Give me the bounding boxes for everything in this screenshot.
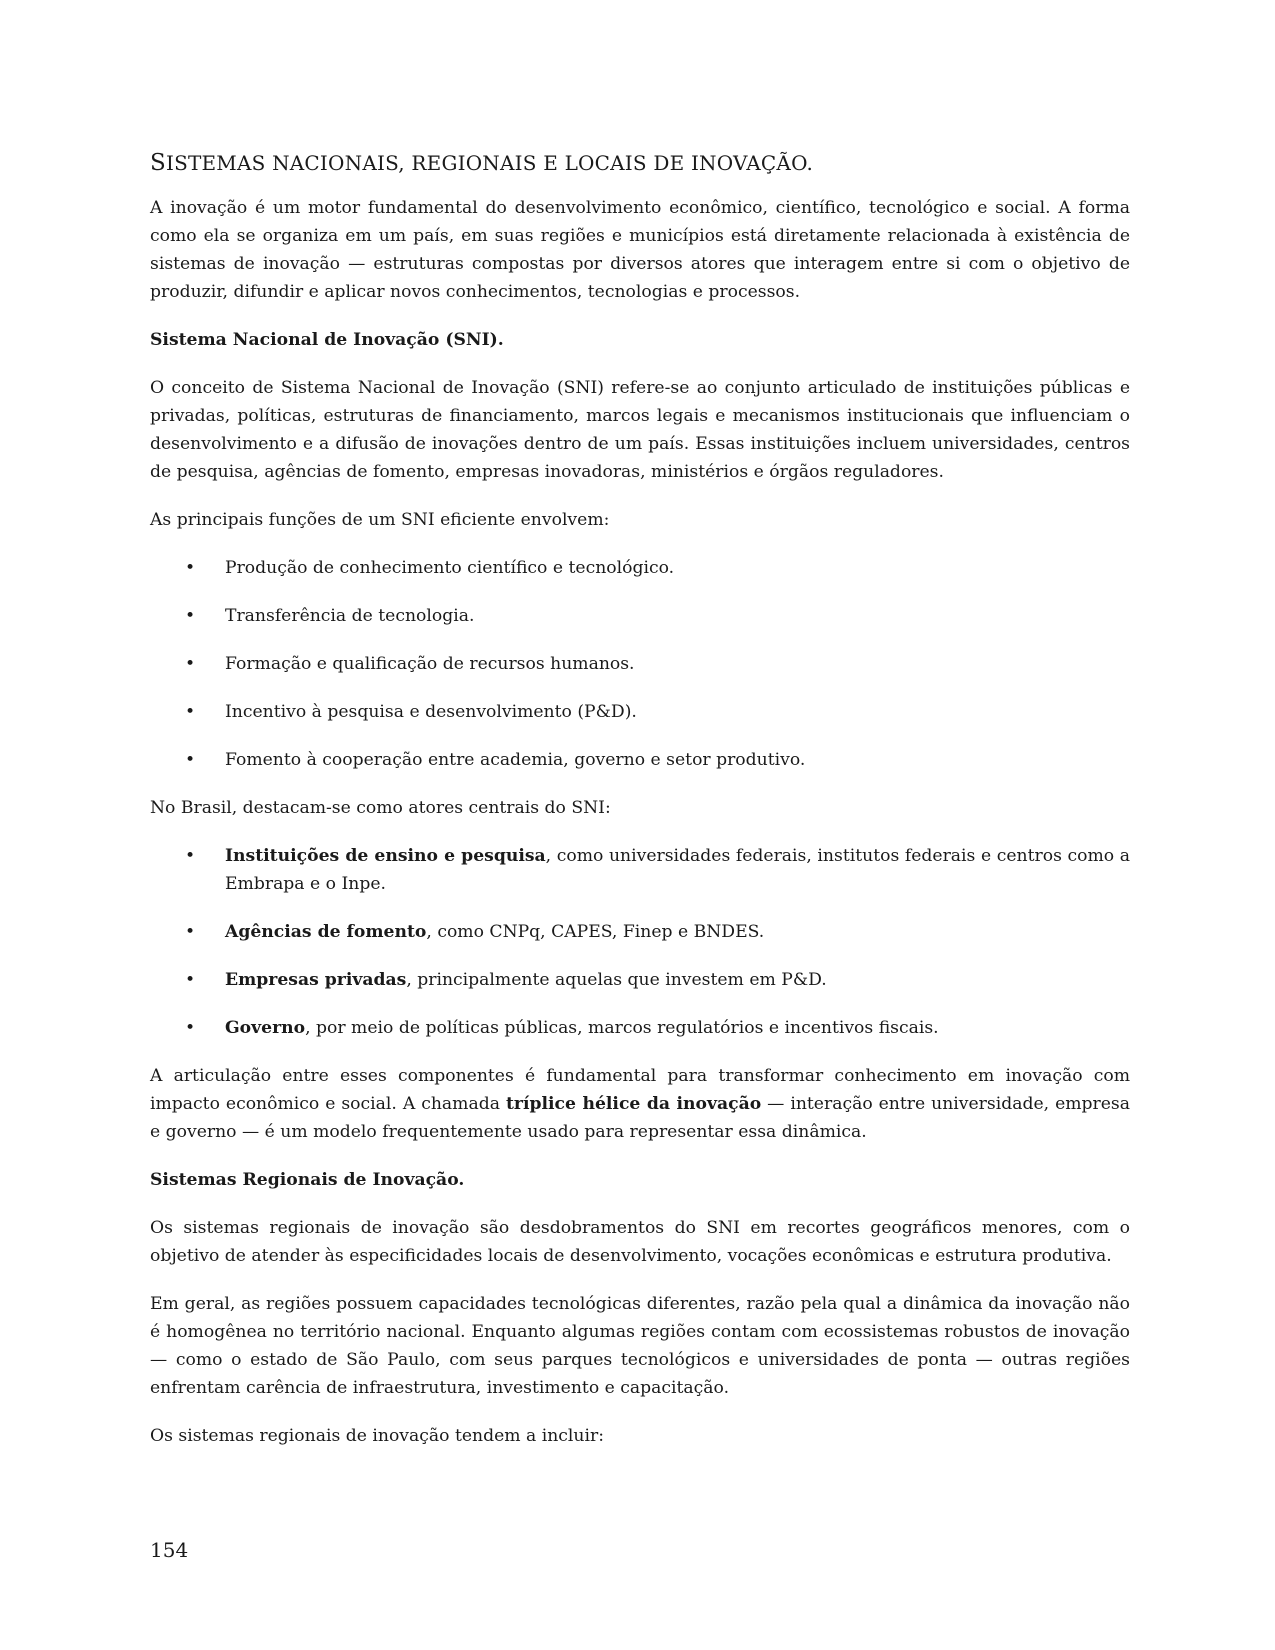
- list-item: • Transferência de tecnologia.: [150, 602, 1130, 630]
- bullet-icon: •: [185, 606, 196, 626]
- list-item: • Incentivo à pesquisa e desenvolvimento (P&D).: [150, 698, 1130, 726]
- list-item: • Instituições de ensino e pesquisa, como universidades federais, institutos federais e centros como a Embrapa e o Inpe.: [150, 842, 1130, 898]
- bullet-icon: •: [185, 1018, 196, 1038]
- title-initial: S: [150, 150, 166, 176]
- bullet-icon: •: [185, 846, 196, 866]
- list-item: • Fomento à cooperação entre academia, governo e setor produtivo.: [150, 746, 1130, 774]
- bullet-icon: •: [185, 750, 196, 770]
- regional-paragraph-3: Os sistemas regionais de inovação tendem a incluir:: [150, 1426, 605, 1446]
- list-item: • Agências de fomento, como CNPq, CAPES, Finep e BNDES.: [150, 918, 1130, 946]
- sni-heading: Sistema Nacional de Inovação (SNI).: [150, 330, 504, 350]
- bullet-icon: •: [185, 970, 196, 990]
- list-item: • Formação e qualificação de recursos humanos.: [150, 650, 1130, 678]
- intro-paragraph: A inovação é um motor fundamental do desenvolvimento econômico, científico, tecnológico e social. A forma como ela se organiza em um país, em suas regiões e municípios está diretamente relacionada à existência de sistemas de inovação — estruturas compostas por diversos atores que interagem entre si com o objetivo de produzir, difundir e aplicar novos conhecimentos, tecnologias e processos.: [150, 198, 1130, 302]
- sni-paragraph: O conceito de Sistema Nacional de Inovação (SNI) refere-se ao conjunto articulado de instituições públicas e privadas, políticas, estruturas de financiamento, marcos legais e mecanismos institucionais que influenciam o desenvolvimento e a difusão de inovações dentro de um país. Essas instituições incluem universidades, centros de pesquisa, agências de fomento, empresas inovadoras, ministérios e órgãos reguladores.: [150, 378, 1130, 482]
- list-item: • Empresas privadas, principalmente aquelas que investem em P&D.: [150, 966, 1130, 994]
- regional-heading: Sistemas Regionais de Inovação.: [150, 1170, 465, 1190]
- list-item: • Produção de conhecimento científico e tecnológico.: [150, 554, 1130, 582]
- sni-actors-list: [150, 842, 1130, 1042]
- bullet-icon: •: [185, 558, 196, 578]
- bullet-icon: •: [185, 702, 196, 722]
- list-item: • Governo, por meio de políticas públicas, marcos regulatórios e incentivos fiscais.: [150, 1014, 1130, 1042]
- sni-functions-list: [150, 554, 1130, 774]
- bullet-icon: •: [185, 922, 196, 942]
- page-content: [150, 150, 1130, 1450]
- sni-actors-intro: No Brasil, destacam-se como atores centrais do SNI:: [150, 798, 611, 818]
- section-title: [150, 150, 1130, 176]
- regional-paragraph-2: Em geral, as regiões possuem capacidades tecnológicas diferentes, razão pela qual a dinâmica da inovação não é homogênea no território nacional. Enquanto algumas regiões contam com ecossistemas robustos de inovação — como o estado de São Paulo, com seus parques tecnológicos e universidades de ponta — outras regiões enfrentam carência de infraestrutura, investimento e capacitação.: [150, 1294, 1130, 1398]
- sni-conclusion-paragraph: A articulação entre esses componentes é fundamental para transformar conhecimento em inovação com impacto econômico e social. A chamada tríplice hélice da inovação — interação entre universidade, empresa e governo — é um modelo frequentemente usado para representar essa dinâmica.: [150, 1066, 1130, 1142]
- bullet-icon: •: [185, 654, 196, 674]
- sni-functions-intro: As principais funções de um SNI eficiente envolvem:: [150, 510, 610, 530]
- page-number: 154: [150, 1538, 189, 1562]
- title-rest: ISTEMAS NACIONAIS, REGIONAIS E LOCAIS DE INOVAÇÃO.: [165, 151, 814, 175]
- regional-paragraph-1: Os sistemas regionais de inovação são desdobramentos do SNI em recortes geográficos menores, com o objetivo de atender às especificidades locais de desenvolvimento, vocações econômicas e estrutura produtiva.: [150, 1218, 1130, 1266]
